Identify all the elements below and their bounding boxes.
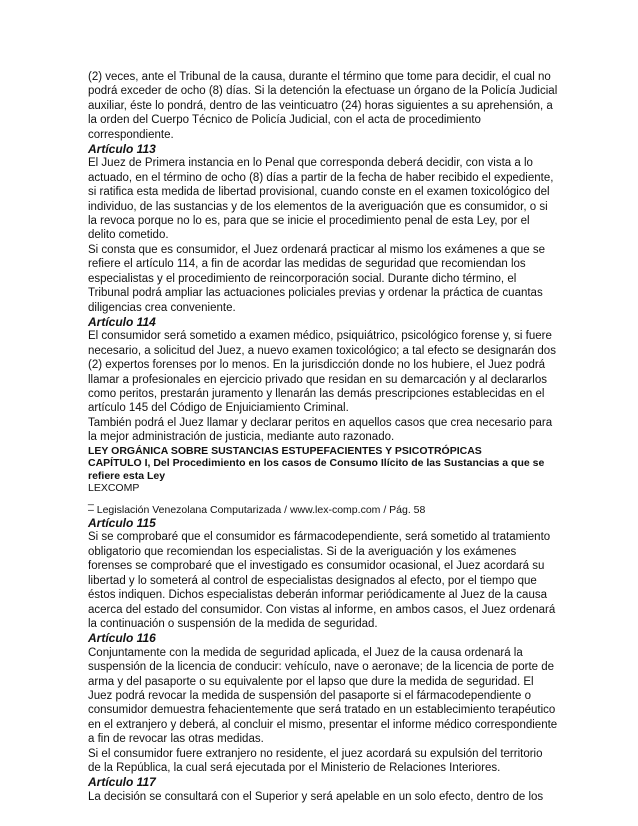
footer-page-info: – Legislación Venezolana Computarizada / www.lex-comp.com / Pág. 58 (88, 503, 426, 516)
article-117-heading: Artículo 117 (88, 775, 156, 790)
article-114-paragraph-2: También podrá el Juez llamar y declarar peritos en aquellos casos que crea necesario para la mejor administración de justicia, mediante auto razonado. (88, 416, 553, 444)
article-116-heading: Artículo 116 (88, 631, 156, 646)
law-title: LEY ORGÁNICA SOBRE SUSTANCIAS ESTUPEFACIENTES Y PSICOTRÓPICAS (88, 444, 482, 457)
document-page (88, 70, 558, 804)
paragraph-continuation: (2) veces, ante el Tribunal de la causa, durante el término que tome para decidir, el cual no podrá exceder de ocho (8) días. Si la detención la efectuase un órgano de la Policía Judicial auxiliar, éste lo pondrá, dentro de las veinticuatro (24) horas siguientes a su aprehensión, a la orden del Cuerpo Técnico de Policía Judicial, con el acta de procedimiento correspondiente. (88, 71, 558, 141)
chapter-title: CAPÍTULO I, Del Procedimiento en los casos de Consumo Ilícito de las Sustancias a que se refiere esta Ley (88, 457, 545, 482)
article-116-paragraph-1: Conjuntamente con la medida de seguridad aplicada, el Juez de la causa ordenará la suspensión de la licencia de conducir: vehículo, nave o aeronave; de la licencia de porte de arma y del pasaporte o su equivalente por el lapso que dure la medida de seguridad. El Juez podrá revocar la medida de suspensión del pasaporte si el fármacodependiente o consumidor demuestra fehacientemente que será tratado en un establecimiento terapéutico en el extranjero y deberá, al concluir el mismo, presentar el informe médico correspondiente a fin de revocar las otras medidas. (88, 646, 558, 746)
publisher-name: LEXCOMP (88, 482, 140, 495)
footer-underscore: _ (88, 493, 94, 506)
article-113-heading: Artículo 113 (88, 142, 156, 157)
article-113-paragraph-1: El Juez de Primera instancia en lo Penal que corresponda deberá decidir, con vista a lo actuado, en el término de ocho (8) días a partir de la fecha de haber recibido el expediente, si ratifica esta medida de libertad provisional, cuando conste en el examen toxicológico del individuo, de las sustancias y de los elementos de la averiguación que es consumidor, o si la revoca porque no lo es, para que se inicie el procedimiento penal de esta Ley, por el delito cometido. (88, 157, 554, 242)
article-117-paragraph: La decisión se consultará con el Superior y será apelable en un solo efecto, dentro de los (88, 790, 544, 803)
article-114-paragraph-1: El consumidor será sometido a examen médico, psiquiátrico, psicológico forense y, si fuere necesario, a solicitud del Juez, a nuevo examen toxicológico; a tal efecto se designarán dos (2) expertos forenses por lo menos. En la jurisdicción donde no los hubiere, el Juez podrá llamar a profesionales en ejercicio privado que residan en su demarcación y al declararlos como peritos, prestarán juramento y llenarán las demás prescripciones establecidas en el artículo 145 del Código de Enjuiciamiento Criminal. (88, 330, 556, 415)
article-113-paragraph-2: Si consta que es consumidor, el Juez ordenará practicar al mismo los exámenes a que se refiere el artículo 114, a fin de acordar las medidas de seguridad que recomiendan los especialistas y el procedimiento de reincorporación social. Durante dicho término, el Tribunal podrá ampliar las actuaciones policiales previas y ordenar la práctica de cuantas diligencias crea conveniente. (88, 243, 546, 314)
article-115-paragraph: Si se comprobaré que el consumidor es fármacodependiente, será sometido al tratamiento obligatorio que recomiendan los especialistas. Si de la averiguación y los exámenes forenses se comprobaré que el investigado es consumidor ocasional, el Juez acordará su libertad y lo someterá al control de especialistas designados al efecto, por el tiempo que éstos indiquen. Dichos especialistas deberán informar periódicamente al Juez de la causa acerca del estado del consumidor. Con vistas al informe, en ambos casos, el Juez ordenará la continuación o suspensión de la medida de seguridad. (88, 531, 556, 630)
article-116-paragraph-2: Si el consumidor fuere extranjero no residente, el juez acordará su expulsión del territorio de la República, la cual será ejecutada por el Ministerio de Relaciones Interiores. (88, 747, 543, 774)
article-115-heading: Artículo 115 (88, 516, 156, 531)
article-114-heading: Artículo 114 (88, 314, 156, 329)
